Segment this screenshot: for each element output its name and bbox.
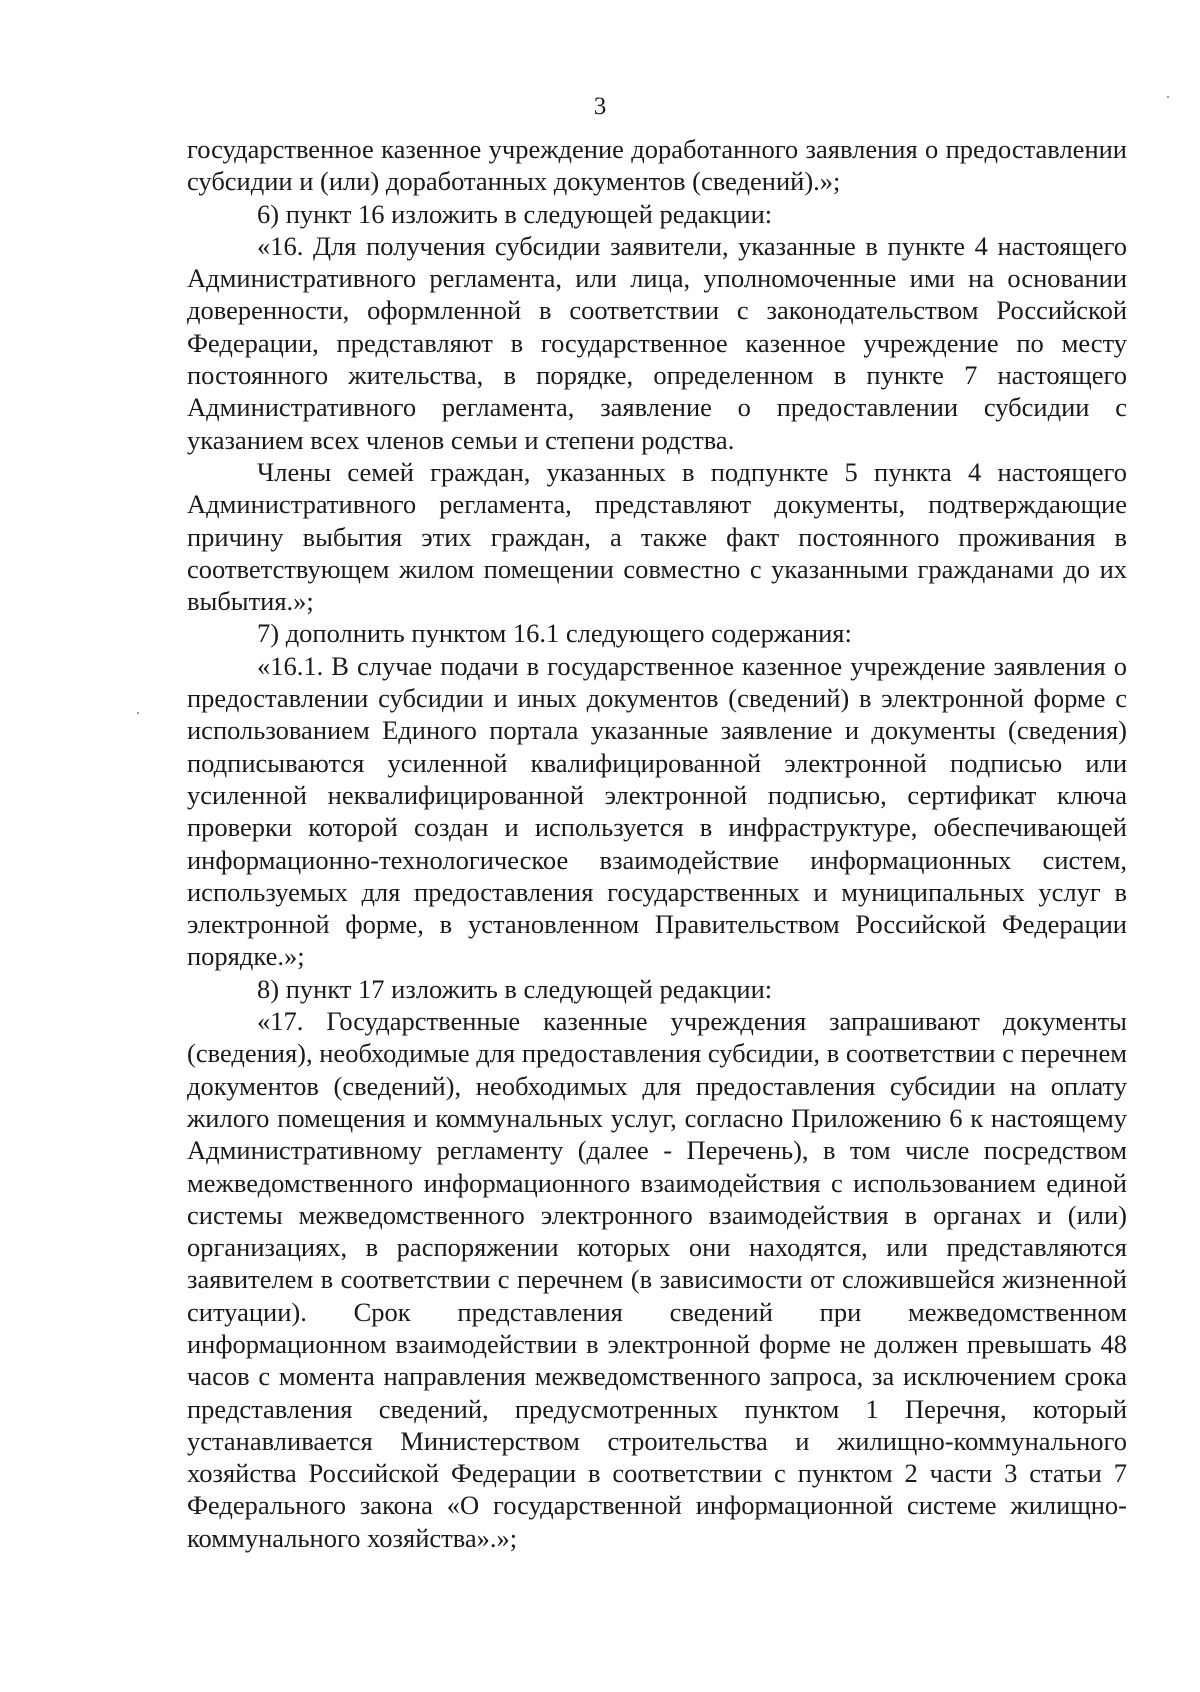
scan-speck	[1167, 96, 1169, 98]
paragraph-point-16-1: «16.1. В случае подачи в государственное казенное учреждение заявления о предоставлении субсидии и иных документов (сведений) в электронной форме с использованием Единого портала указанные заявление и документы (сведения) подписываются усиленной квалифицированной электронной подписью или усиленной неквалифицированной электронной подписью, сертификат ключа проверки которой создан и используется в инфраструктуре, обеспечивающей информационно-технологическое взаимодействие информационных систем, используемых для предоставления государственных и муниципальных услуг в электронной форме, в установленном Правительством Российской Федерации порядке.»;	[187, 650, 1127, 972]
paragraph-item-6: 6) пункт 16 изложить в следующей редакции:	[257, 198, 773, 229]
scan-speck	[137, 712, 139, 714]
paragraph-point-17: «17. Государственные казенные учреждения запрашивают документы (сведения), необходимые для предоставления субсидии, в соответствии с перечнем документов (сведений), необходимых для предоставления субсидии на оплату жилого помещения и коммунальных услуг, согласно Приложению 6 к настоящему Административному регламенту (далее - Перечень), в том числе посредством межведомственного информационного взаимодействия с использованием единой системы межведомственного электронного взаимодействия в органах и (или) организациях, в распоряжении которых они находятся, или представляются заявителем в соответствии с перечнем (в зависимости от сложившейся жизненной ситуации). Срок представления сведений при межведомственном информационном взаимодействии в электронной форме не должен превышать 48 часов с момента направления межведомственного запроса, за исключением срока представления сведений, предусмотренных пунктом 1 Перечня, который устанавливается Министерством строительства и жилищно-коммунального хозяйства Российской Федерации в соответствии с пунктом 2 части 3 статьи 7 Федерального закона «О государственной информационной системе жилищно-коммунального хозяйства».»;	[187, 1006, 1127, 1553]
page-number: 3	[593, 93, 607, 120]
paragraph-item-7: 7) дополнить пунктом 16.1 следующего содержания:	[257, 618, 852, 649]
paragraph-point-16: «16. Для получения субсидии заявители, указанные в пункте 4 настоящего Административного регламента, или лица, уполномоченные ими на основании доверенности, оформленной в соответствии с законодательством Российской Федерации, представляют в государственное казенное учреждение по месту постоянного жительства, в порядке, определенном в пункте 7 настоящего Административного регламента, заявление о предоставлении субсидии с указанием всех членов семьи и степени родства.	[187, 230, 1127, 455]
document-body	[187, 133, 1127, 1554]
paragraph-continuation: государственное казенное учреждение доработанного заявления о предоставлении субсидии и (или) доработанных документов (сведений).»;	[187, 134, 1127, 197]
paragraph-family-members: Члены семей граждан, указанных в подпункте 5 пункта 4 настоящего Административного регламента, представляют документы, подтверждающие причину выбытия этих граждан, а также факт постоянного проживания в соответствующем жилом помещении совместно с указанными гражданами до их выбытия.»;	[187, 456, 1127, 617]
paragraph-item-8: 8) пункт 17 изложить в следующей редакции:	[257, 973, 773, 1004]
